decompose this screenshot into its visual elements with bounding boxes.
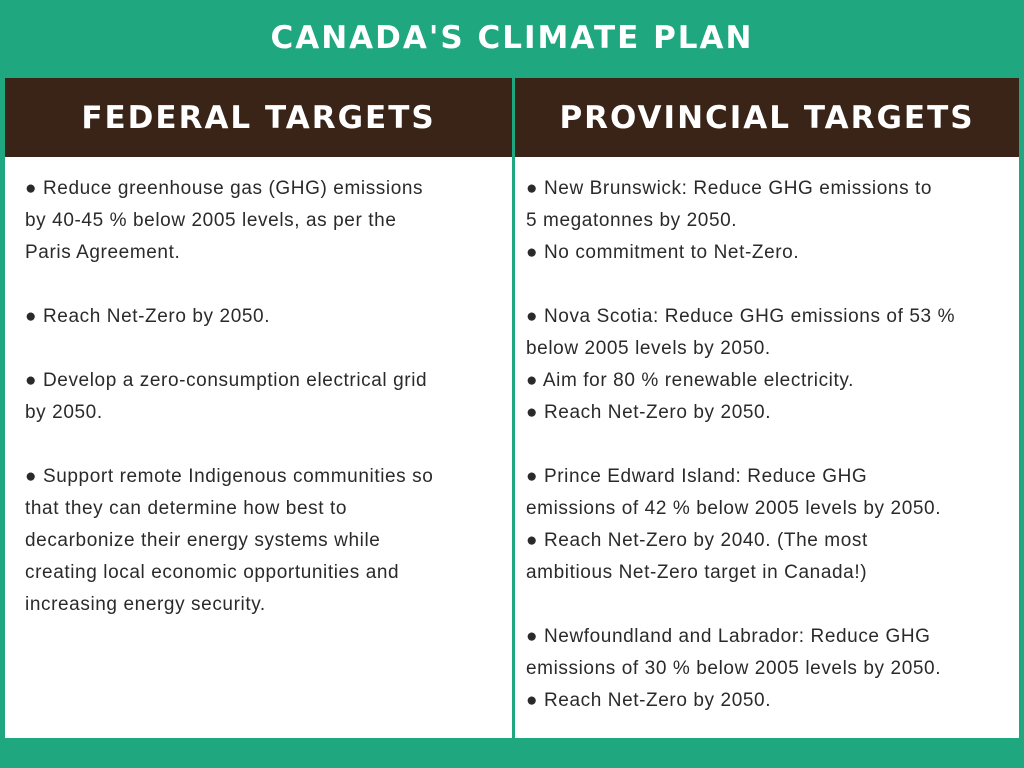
federal-line: that they can determine how best to bbox=[25, 498, 348, 519]
federal-line: Paris Agreement. bbox=[25, 242, 181, 263]
federal-line: ● Support remote Indigenous communities so bbox=[25, 466, 434, 487]
page-title: CANADA'S CLIMATE PLAN bbox=[270, 20, 754, 56]
federal-line: by 40-45 % below 2005 levels, as per the bbox=[25, 210, 397, 231]
provincial-line: ● Newfoundland and Labrador: Reduce GHG bbox=[526, 626, 931, 647]
provincial-line: ● New Brunswick: Reduce GHG emissions to bbox=[526, 178, 933, 199]
spacer bbox=[25, 269, 512, 301]
federal-targets-column bbox=[5, 78, 512, 738]
provincial-targets-column bbox=[515, 78, 1019, 738]
spacer bbox=[526, 269, 1019, 301]
spacer bbox=[526, 429, 1019, 461]
provincial-line: ● Reach Net-Zero by 2040. (The most bbox=[526, 530, 868, 551]
spacer bbox=[25, 429, 512, 461]
federal-line: ● Develop a zero-consumption electrical grid bbox=[25, 370, 428, 391]
federal-targets-heading: FEDERAL TARGETS bbox=[5, 78, 512, 157]
federal-line: ● Reach Net-Zero by 2050. bbox=[25, 306, 271, 327]
federal-line: by 2050. bbox=[25, 402, 103, 423]
spacer bbox=[25, 333, 512, 365]
provincial-line: below 2005 levels by 2050. bbox=[526, 338, 771, 359]
provincial-line: ● Prince Edward Island: Reduce GHG bbox=[526, 466, 868, 487]
federal-line: decarbonize their energy systems while bbox=[25, 530, 381, 551]
provincial-line: ● Aim for 80 % renewable electricity. bbox=[526, 370, 854, 391]
provincial-line: ● Nova Scotia: Reduce GHG emissions of 53 % bbox=[526, 306, 956, 327]
federal-line: ● Reduce greenhouse gas (GHG) emissions bbox=[25, 178, 424, 199]
provincial-line: ● Reach Net-Zero by 2050. bbox=[526, 402, 772, 423]
provincial-line: 5 megatonnes by 2050. bbox=[526, 210, 738, 231]
spacer bbox=[526, 589, 1019, 621]
provincial-line: ● Reach Net-Zero by 2050. bbox=[526, 690, 772, 711]
provincial-line: ● No commitment to Net-Zero. bbox=[526, 242, 800, 263]
federal-line: creating local economic opportunities and bbox=[25, 562, 400, 583]
provincial-targets-list bbox=[515, 157, 1019, 717]
federal-targets-list bbox=[5, 157, 512, 621]
provincial-line: emissions of 30 % below 2005 levels by 2050. bbox=[526, 658, 942, 679]
federal-line: increasing energy security. bbox=[25, 594, 266, 615]
provincial-line: ambitious Net-Zero target in Canada!) bbox=[526, 562, 868, 583]
provincial-line: emissions of 42 % below 2005 levels by 2050. bbox=[526, 498, 942, 519]
provincial-targets-heading: PROVINCIAL TARGETS bbox=[515, 78, 1019, 157]
